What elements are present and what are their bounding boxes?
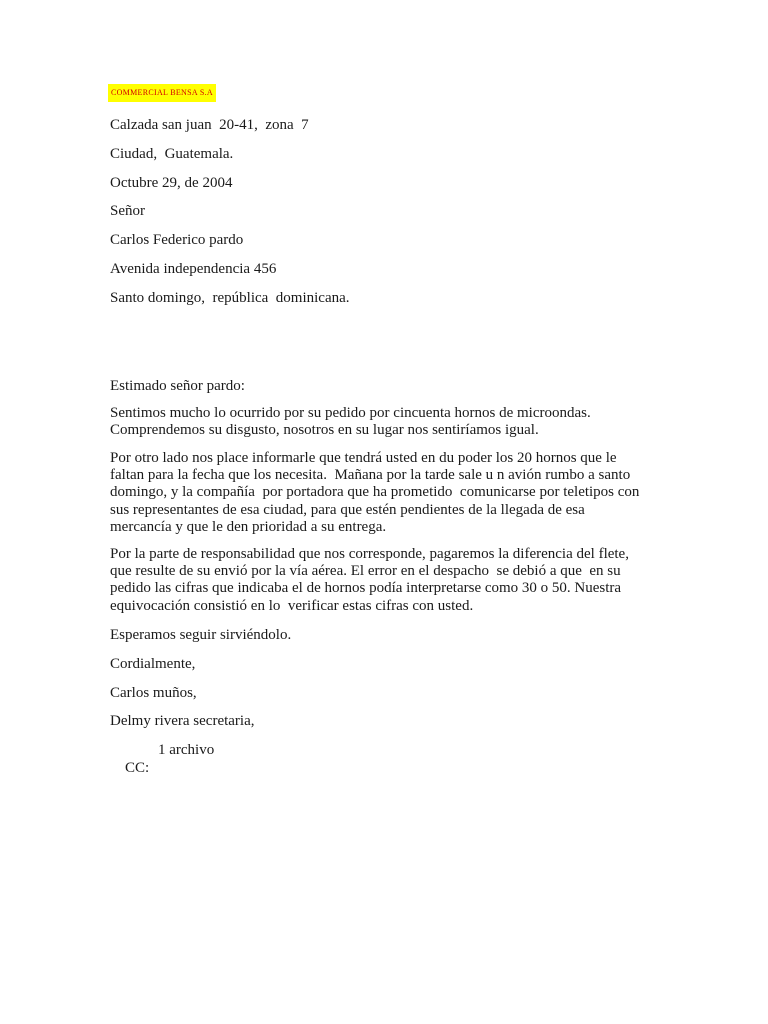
- paragraph-line: pedido las cifras que indicaba el de hornos podía interpretarse como 30 o 50. Nuestra: [110, 580, 622, 597]
- paragraph-line: mercancía y que le den prioridad a su entrega.: [110, 518, 387, 535]
- recipient-city: Santo domingo, república dominicana.: [110, 290, 350, 306]
- valediction: Cordialmente,: [110, 656, 196, 672]
- closing-line: Esperamos seguir sirviéndolo.: [110, 627, 292, 643]
- recipient-title: Señor: [110, 203, 145, 219]
- cc-value: 1 archivo: [158, 742, 215, 758]
- signer-name: Carlos muños,: [110, 685, 197, 701]
- paragraph-line: Sentimos mucho lo ocurrido por su pedido por cincuenta hornos de microondas.: [110, 405, 591, 421]
- recipient-street: Avenida independencia 456: [110, 261, 277, 277]
- salutation: Estimado señor pardo:: [110, 378, 245, 394]
- sender-street: Calzada san juan 20-41, zona 7: [110, 117, 309, 133]
- paragraph-line: Por la parte de responsabilidad que nos corresponde, pagaremos la diferencia del flete,: [110, 546, 629, 562]
- paragraph-line: domingo, y la compañía por portadora que ha prometido comunicarse por teletipos con: [110, 484, 640, 501]
- cc-line: [110, 741, 215, 813]
- body-paragraph-3: [110, 546, 670, 615]
- paragraph-line: faltan para la fecha que los necesita. Mañana por la tarde sale u n avión rumbo a santo: [110, 467, 631, 484]
- letter-date: Octubre 29, de 2004: [110, 175, 233, 191]
- recipient-name: Carlos Federico pardo: [110, 232, 244, 248]
- paragraph-line: Comprendemos su disgusto, nosotros en su lugar nos sentiríamos igual.: [110, 422, 539, 439]
- paragraph-line: sus representantes de esa ciudad, para que estén pendientes de la llegada de esa: [110, 501, 585, 518]
- cc-label: CC:: [125, 760, 150, 776]
- paragraph-line: equivocación consistió en lo verificar estas cifras con usted.: [110, 597, 474, 614]
- body-paragraph-2: [110, 450, 670, 536]
- company-letterhead: COMMERCIAL BENSA S.A: [108, 84, 216, 102]
- sender-city: Ciudad, Guatemala.: [110, 146, 234, 162]
- secretary-name: Delmy rivera secretaria,: [110, 713, 255, 729]
- body-paragraph-1: [110, 405, 670, 439]
- paragraph-line: Por otro lado nos place informarle que tendrá usted en du poder los 20 hornos que le: [110, 450, 617, 466]
- paragraph-line: que resulte de su envió por la vía aérea. El error en el despacho se debió a que en su: [110, 563, 621, 580]
